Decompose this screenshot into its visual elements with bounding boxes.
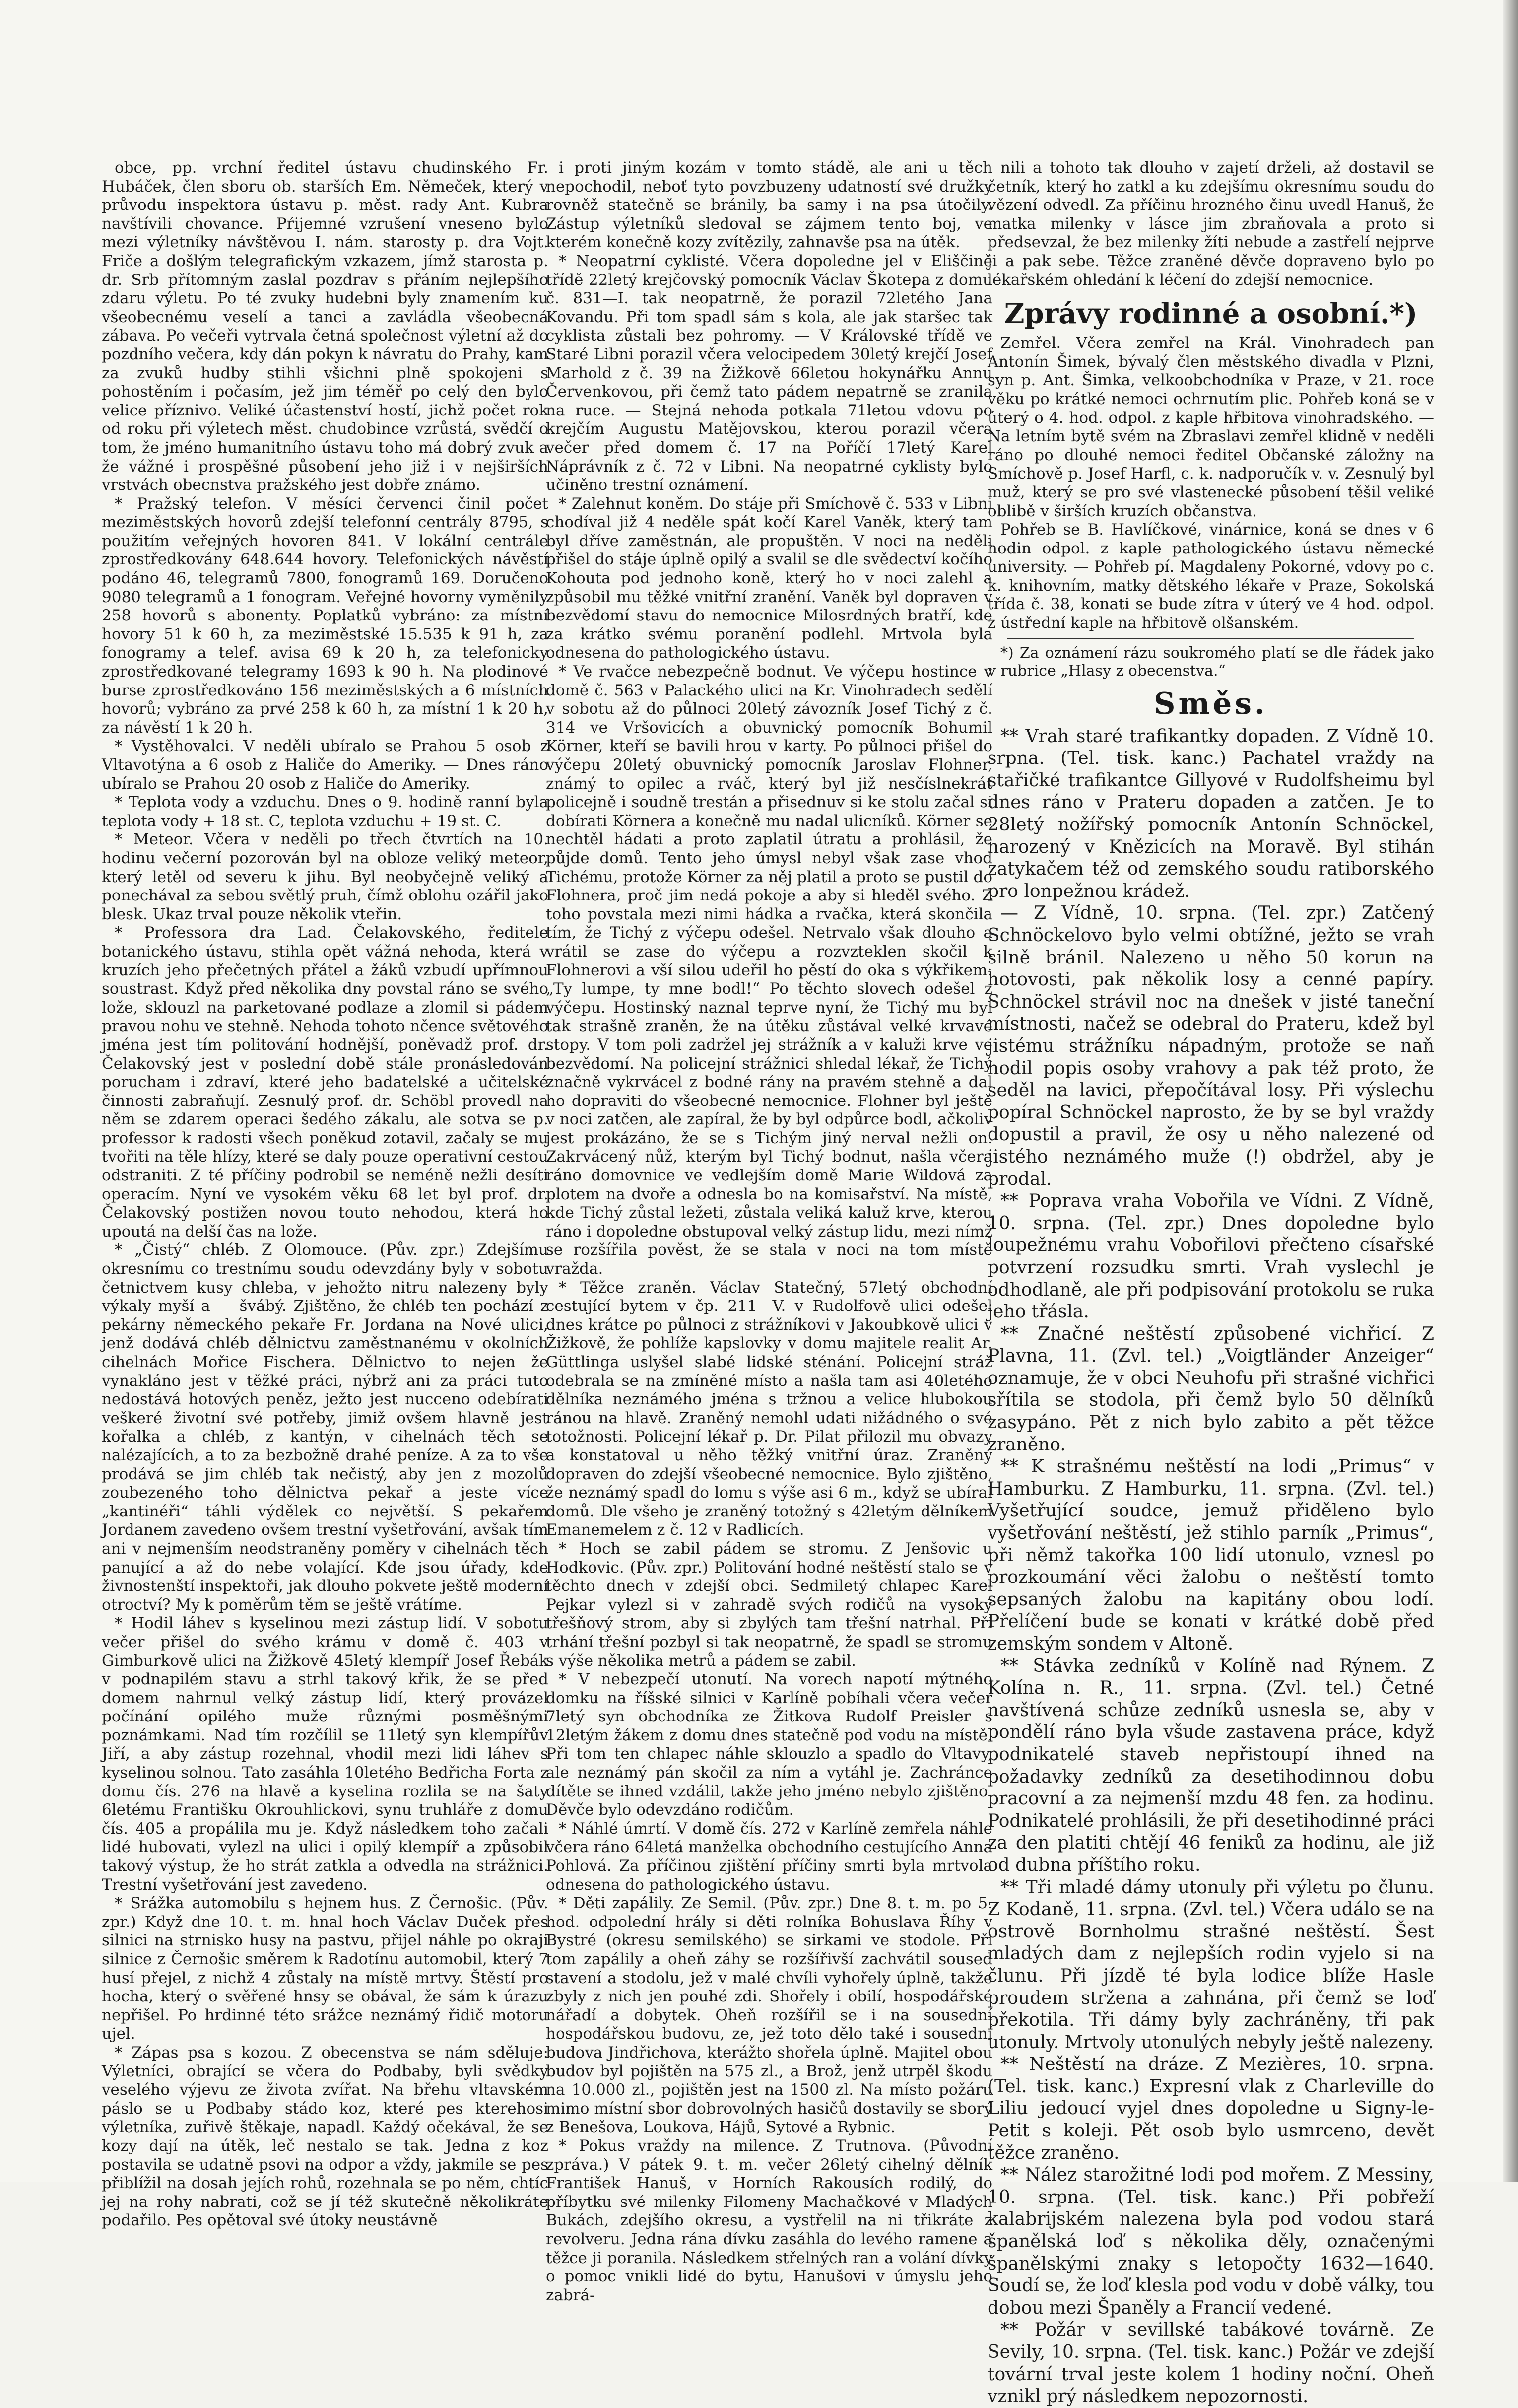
article-paragraph: i proti jiným kozám v tomto stádě, ale ani u těch nepochodil, neboť tyto povzbuzeny udatností své družky rovněž statečně se bránily, ba samy i na psa útočily. Zástup výletníků sledoval se zájmem tento boj, ve kterém konečně kozy zvítězily, zahnavše psa na útěk. xyxy=(546,159,992,252)
column-3-top xyxy=(988,159,1434,289)
article-paragraph: ** Požár v sevillské tabákové továrně. Ze Sevily, 10. srpna. (Tel. tisk. kanc.) Požár ve zdejší tovární trval jeste kolem 1 hodiny noční. Oheň vznikl prý následkem nepozornosti. xyxy=(988,2320,1434,2407)
article-paragraph: * Hoch se zabil pádem se stromu. Z Jenšovic u Hodkovic. (Pův. zpr.) Politování hodné neštěstí stalo se v těchto dnech v zdejší obci. Sedmiletý chlapec Karel Pejkar vylezl si v zahradě svých rodičů na vysoký třešňový strom, aby si zbylých tam třešní natrhal. Při trhání třešní pozbyl si tak neopatrně, že spadl se stromu s výše několika metrů a pádem se zabil. xyxy=(546,1539,992,1670)
article-paragraph: * Těžce zraněn. Václav Statečný, 57letý obchodní cestující bytem v čp. 211—V. v Rudolfově ulici odešel dnes krátce po půlnoci z strážníkovi v Jakoubkově ulici v Žižkově, že pohlíže kapslovky v domu majitele realit Ar. Güttlinga uslyšel slabé lidské sténání. Policejní stráž odebrala se na zmíněné místo a našla tam asi 40letého dělníka neznámého jména s tržnou a velice hlubokou ránou na hlavě. Zraněný nemohl udati nižádného o své totožnosti. Policejní lékař p. Dr. Pilat přilozil mu obvazy a konstatoval u něho těžký vnitřní úraz. Zraněný dopraven do zdejší všeobecné nemocnice. Bylo zjištěno, že neznámý spadl do lomu s výše asi 6 m., když se ubíral domů. Dle všeho je zraněný totožný s 42letým dělníkem Emanemelem z č. 12 v Radlicích. xyxy=(546,1278,992,1539)
section-heading-smes: Směs. xyxy=(1154,686,1268,721)
page-edge-shadow xyxy=(1503,0,1518,2182)
article-paragraph: ** Stávka zedníků v Kolíně nad Rýnem. Z Kolína n. R., 11. srpna. (Zvl. tel.) Četné navštívená schůze zedníků usnesla se, aby v pondělí ráno byla všude zastavena práce, když podnikatelé staveb nepřistoupí ihned na požadavky zedníků za desetihodinnou dobu pracovní a za nejmenší mzdu 48 fen. za hodinu. Podnikatelé prohlásili, že při desetihodinné práci za den platiti chtějí 46 feniků za hodinu, ale již od dubna příštího roku. xyxy=(988,1655,1434,1875)
column-3-family-news xyxy=(988,334,1434,633)
article-paragraph: Zemřel. Včera zemřel na Král. Vinohradech pan Antonín Šimek, bývalý člen městského divadla v Plzni, syn p. Ant. Šimka, velkoobchodníka v Praze, v 21. roce věku po krátké nemoci ochrnutím plic. Pohřeb koná se v úterý o 4. hod. odpol. z kaple hřbitova vinohradského. — Na letním bytě svém na Zbraslavi zemřel klidně v neděli ráno po dlouhé nemoci ředitel Občanské záložny na Smíchově p. Josef Harfl, c. k. nadporučík v. v. Zesnulý byl muž, který se pro své vlastenecké působení těšil veliké oblibě v širších kruzích občanstva. xyxy=(988,334,1434,520)
footnote-rule xyxy=(1007,638,1414,639)
article-paragraph: * Teplota vody a vzduchu. Dnes o 9. hodině ranní byla teplota vody + 18 st. C, teplota vzduchu + 19 st. C. xyxy=(102,793,548,830)
article-paragraph: * Professora dra Lad. Čelakovského, ředitele botanického ústavu, stihla opět vážná nehoda, která v kruzích jeho přečetných přátel a žáků vzbudí upřímnou soustrast. Když před několika dny povstal ráno se svého lože, sklouzl na parketované podlaze a zlomil si pádem pravou nohu ve stehně. Nehoda tohoto nčence světového jména jest tím politování hodnější, poněvadž prof. dr. Čelakovský jest v poslední době stále pronásledován porucham i zdraví, které jeho badatelské a učitelské činnosti zabraňují. Zesnulý prof. dr. Schöbl provedl na něm se zdarem operaci šedého zákalu, ale sotva se p. professor k radosti všech poněkud zotavil, začaly se mu tvořiti na těle hlízy, které se daly pouze operativní cestou odstraniti. Z té příčiny podrobil se neméně nežli desíti operacím. Nyní ve vysokém věku 68 let byl prof. dr. Čelakovský postižen novou touto nehodou, která ho upoutá na delší čas na lože. xyxy=(102,924,548,1240)
article-paragraph: * Děti zapálily. Ze Semil. (Pův. zpr.) Dne 8. t. m. po 5. hod. odpolední hrály si děti rolníka Bohuslava Říhy v Bystré (okresu semilského) se sirkami ve stodole. Při tom zapálily a oheň záhy se rozšířivší zachvátil soused stavení a stodolu, jež v malé chvíli vyhořely úplně, takže zbyly z nich jen pouhé zdi. Shořely i obilí, hospodářské nářadí a dobytek. Oheň rozšířil se i na sousední hospodářskou budovu, ze, jež toto dělo také i sousední budova Jindřichova, kterážto shořela úplně. Majitel obou budov byl pojištěn na 575 zl., a Brož, jenž utrpěl škodu na 10.000 zl., pojištěn jest na 1500 zl. Na místo požáru mimo místní sbor dobrovolných hasičů dostavily se sborý z Benešova, Loukova, Hájů, Sytové a Rybnic. xyxy=(546,1894,992,2136)
article-paragraph: ** K strašnému neštěstí na lodi „Primus“ v Hamburku. Z Hamburku, 11. srpna. (Zvl. tel.) Vyšetřující soudce, jemuž přiděleno bylo vyšetřování neštěstí, jež stihlo parník „Primus“, při němž takořka 100 lidí utonulo, vznesl po prozkoumání věci žalobu o neštěstí tomto sepsaných žalobu na kapitány obou lodí. Přelíčení bude se konati v krátké době před zemským sondem v Altoně. xyxy=(988,1456,1434,1654)
footnote: *) Za oznámení rázu soukromého platí se dle řádek jako v rubrice „Hlasy z obecenstva.“ xyxy=(988,644,1434,680)
section-heading-family-news: Zprávy rodinné a osobní.*) xyxy=(1004,297,1418,331)
article-paragraph: nili a tohoto tak dlouho v zajetí drželi, až dostavil se četník, který ho zatkl a ku zdejšímu okresnímu soudu do vězení odvedl. Za příčinu hrozného činu uvedl Hanuš, že matka milenky v lásce jim zbraňovala a proto si předsevzal, že bez milenky žíti nebude a zastřelí nejprve ji a pak sebe. Těžce zraněné děvče dopraveno bylo po lékařském ohledání k léčení do zdejší nemocnice. xyxy=(988,159,1434,289)
column-3-smes xyxy=(988,726,1434,2408)
article-paragraph: * Hodil láhev s kyselinou mezi zástup lidí. V sobotu večer přišel do svého krámu v domě č. 403 v Gimburkově ulici na Žižkově 45letý klempíř Josef Řebák v podnapilém stavu a strhl takový křik, že se před domem nahrnul velký zástup lidí, který provázel počínání opilého muže různými posměšnými poznámkami. Nad tím rozčílil se 11letý syn klempířův Jiří, a aby zástup rozehnal, vhodil mezi lidi láhev s kyselinou solnou. Tato zasáhla 10letého Bedřicha Forta z domu čís. 276 na hlavě a kyselina rozlila se na šaty 6letému Františku Okrouhlickovi, synu truhláře z domu čís. 405 a propálila mu je. Když následkem toho začali lidé hubovati, vylezl na ulici i opilý klempíř a způsobil takový výstup, že ho strát zatkla a odvedla na strážnici. Trestní vyšetřování jest zavedeno. xyxy=(102,1614,548,1894)
column-3 xyxy=(988,159,1434,2408)
article-paragraph: obce, pp. vrchní ředitel ústavu chudinského Fr. Hubáček, člen sboru ob. starších Em. Němeček, který v průvodu inspektora ústavu p. měst. rady Ant. Kubra navštívili chovance. Pŕijemné vzrušení vneseno bylo mezi výletníky návštěvou I. nám. starosty p. dra Vojt. Friče a došlým telegrafickým vzkazem, jímž starosta p. dr. Srb přítomným zaslal pozdrav s přáním nejlepšího zdaru výletu. Po té zvuky hudebni byly znamením ku všeobecnému veselí a tanci a zavládla všeobecná zábava. Po večeři vytrvala četná společnost výletní až do pozdního večera, kdy dán pokyn k návratu do Prahy, kam za zvuků hudby stihli všichni plně spokojeni s pohostěním i počasím, jež jim téměř po celý den bylo velice příznivo. Veliké účastenství hostí, jichž počet rok od roku při výletech měst. chudobince vzrůstá, svědčí o tom, že jméno humanitního ústavu toho má dobrý zvuk a že vážné i prospěšné působení jeho již i v nejširších vrstvách obecnstva pražského jest dobře známo. xyxy=(102,159,548,494)
article-paragraph: ** Nález starožitné lodi pod mořem. Z Messiny, 10. srpna. (Tel. tisk. kanc.) Při pobřeží kalabrijském nalezena byla pod vodou stará španělská loď s několika děly, označenými španělskými znaky s letopočty 1632—1640. Soudí se, že loď klesla pod vodu v době války, tou dobou mezi Španěly a Francií vedené. xyxy=(988,2165,1434,2318)
article-paragraph: — Z Vídně, 10. srpna. (Tel. zpr.) Zatčený Schnöckelovo bylo velmi obtížné, ježto se vrah silně bránil. Nalezeno u něho 50 korun na hotovosti, pak několik losy a cenné papíry. Schnöckel strávil noc na dnešek v jisté taneční místnosti, načež se odebral do Prateru, kdež byl jistému strážníku nápadným, protože se naň hodil popis osoby vrahovy a pak též proto, že seděl na lavici, přepočítával losy. Při výslechu popíral Schnöckel naprosto, že by se byl vraždy dopustil a pravil, že osy u něho nalezené od jistého neznámého muže (!) obdržel, aby je prodal. xyxy=(988,903,1434,1189)
article-paragraph: ** Vrah staré trafikantky dopaden. Z Vídně 10. srpna. (Tel. tisk. kanc.) Pachatel vraždy na stařičké trafikantce Gillyové v Rudolfsheimu byl dnes ráno v Prateru dopaden a zatčen. Je to 28letý nožířský pomocník Antonín Schnöckel, narozený v Knězicích na Moravě. Byl stihán zatykačem též od zemského soudu ratiborského pro lonpežnou krádež. xyxy=(988,726,1434,901)
article-paragraph: Pohřeb se B. Havlíčkové, vinárnice, koná se dnes v 6 hodin odpol. z kaple pathologického ústavu německé university. — Pohřeb pí. Magdaleny Pokorné, vdovy po c. k. knihovním, matky dětského lékaře v Praze, Sokolská třída č. 38, konati se bude zítra v úterý ve 4 hod. odpol. z ústřední kaple na hřbitově olšanském. xyxy=(988,521,1434,632)
article-paragraph: * Srážka automobilu s hejnem hus. Z Černošic. (Pův. zpr.) Když dne 10. t. m. hnal hoch Václav Duček přes silnici na strnisko husy na pastvu, přijel náhle po okraji silnice z Černošic směrem k Radotínu automobil, který 7 husí přejel, z nichž 4 zůstaly na místě mrtvy. Štěstí pro hocha, který o svěřené hnsy se obával, že sám k úrazu nepřišel. Po hrdinné této srážce neznámý řidič motoru ujel. xyxy=(102,1894,548,2043)
article-paragraph: * Zalehnut koněm. Do stáje při Smíchově č. 533 v Libni chodíval již 4 neděle spát kočí Karel Vaněk, který tam byl dříve zaměstnán, ale propuštěn. V noci na neděli přišel do stáje úplně opilý a svalil se dle svědectví kočího Kohouta pod jednoho koně, který ho v noci zalehl a způsobil mu těžké vnitřní zranění. Vaněk byl dopraven v bezvědomí stavu do nemocnice Milosrdných bratří, kde za krátko svému poranění podlehl. Mrtvola byla odnesena do pathologického ústavu. xyxy=(546,494,992,662)
article-paragraph: ** Značné neštěstí způsobené vichřicí. Z Plavna, 11. (Zvl. tel.) „Voigtländer Anzeiger“ oznamuje, že v obci Neuhofu při strašné vichřici sřítila se stodola, při čemž bylo 50 dělníků zasypáno. Pět z nich bylo zabito a pět těžce zraněno. xyxy=(988,1323,1434,1455)
article-paragraph: * Náhlé úmrtí. V domě čís. 272 v Karlíně zemřela náhle včera ráno 64letá manželka obchodního cestujícího Anna Pohlová. Za příčinou zjištění příčiny smrti byla mrtvola odnesena do pathologického ústavu. xyxy=(546,1819,992,1894)
article-paragraph: * Vystěhovalci. V neděli ubíralo se Prahou 5 osob z Vltavotýna a 6 osob z Haliče do Ameriky. — Dnes ráno ubíralo se Prahou 20 osob z Haliče do Ameriky. xyxy=(102,737,548,793)
article-paragraph: * Pokus vraždy na milence. Z Trutnova. (Původní zpráva.) V pátek 9. t. m. večer 26letý cihelný dělník František Hanuš, v Horních Rakousích rodilý, do příbytku své milenky Filomeny Machačkové v Mladých Bukách, zdejšího okresu, a vystřelil na ni třikráte z revolveru. Jedna rána dívku zasáhla do levého ramene a těžce ji poranila. Následkem střelných ran a volání dívky o pomoc vnikli lidé do bytu, Hanušovi v úmyslu jeho zabrá- xyxy=(546,2136,992,2304)
article-paragraph: ** Poprava vraha Vobořila ve Vídni. Z Vídně, 10. srpna. (Tel. zpr.) Dnes dopoledne bylo loupežnému vrahu Vobořilovi přečteno císařské potvrzení rozsudku smrti. Vrah vyslechl je odhodlaně, ale při podpisování protokolu se ruka jeho třásla. xyxy=(988,1191,1434,1322)
article-paragraph: * Pražský telefon. V měsíci červenci činil počet meziměstských hovorů zdejší telefonní centrály 8795, s použitím veřejných hovoren 841. V lokální centrále zprostředkovány 648.644 hovory. Telefonických návěstí podáno 46, telegramů 7800, fonogramů 169. Doručeno 9080 telegramů a 1 fonogram. Veřejné hovorny vyměnily 258 hovorů s abonenty. Poplatků vybráno: za místní hovory 51 k 60 h, za meziměstské 15.535 k 91 h, za fonogramy a telef. avisa 69 k 20 h, za telefonicky zprostředkované telegramy 1693 k 90 h. Na plodinové burse zprostředkováno 156 meziměstských a 6 místních hovorů; vybráno za prvé 258 k 60 h, za místní 1 k 20 h, za návěstí 1 k 20 h. xyxy=(102,494,548,737)
article-paragraph: * Zápas psa s kozou. Z obecenstva se nám sděluje: Výletníci, obrající se včera do Podbaby, byli svědky veselého výjevu ze života zvířat. Na břehu vltavském páslo se u Podbaby stádo koz, které pes kterehosi výletníka, zuřivě štěkaje, napadl. Každý očekával, že se kozy dají na útěk, leč nestalo se tak. Jedna z koz postavila se udatně psovi na odpor a vždy, jakmile se pes přiblížil na dosah jejích rohů, rozehnala se po něm, chtíc jej na rohy nabrati, což se jí též skutečně několikráte podařilo. Pes opětoval své útoky neustávně xyxy=(102,2043,548,2230)
article-paragraph: ** Neštěstí na dráze. Z Mezières, 10. srpna. (Tel. tisk. kanc.) Expresní vlak z Charleville do Liliu jedoucí vyjel dnes dopoledne u Signy-le-Petit s koleji. Pět osob bylo usmrceno, devět těžce zraněno. xyxy=(988,2054,1434,2163)
article-paragraph: * „Čistý“ chléb. Z Olomouce. (Pův. zpr.) Zdejšímu okresnímu co trestnímu soudu odevzdány byly v sobotu četnictvem kusy chleba, v jehožto nitru nalezeny byly výkaly myší a — švábý. Zjištěno, že chléb ten pochází z pekárny německého pekaře Fr. Jordana na Nové ulici, jenž dodává chléb dělnictvu zaměstnanému v okolních cihelnách Mořice Fischera. Dělnictvo to nejen že vynakláno jest v těžké práci, nýbrž ani za práci tuto nedostává hotových peněz, ježto jest nucceno odebírati veškeré životní své potřeby, jimiž ovšem hlavně jest kořalka a chléb, z kantýn, v cihelnách těch se nalézajících, a to za bezbožně drahé peníze. A za to vše prodává se jim chléb tak nečistý, aby jen z mozolů zoubezeného toho dělnictva pekař a jeste více „kantinéři“ táhli výdělek co největší. S pekařem Jordanem zavedeno ovšem trestní vyšetřování, avšak tím ani v nejmenším neodstraněny poměry v cihelnách těch panující a až do nebe volající. Kde jsou úřady, kde živnostenští inspektoři, jak dlouho pokvete ještě moderní otroctví? My k poměrům těm se ještě vrátíme. xyxy=(102,1241,548,1614)
column-1 xyxy=(102,159,548,2230)
article-paragraph: * Ve rvačce nebezpečně bodnut. Ve výčepu hostince v domě č. 563 v Palackého ulici na Kr. Vinohradech sedělí v sobotu až do půlnoci 20letý závozník Josef Tichý z č. 314 ve Vršovicích a obuvnický pomocník Bohumil Körner, kteří se bavili hrou v karty. Po půlnoci přišel do výčepu 20letý obuvnický pomocník Jaroslav Flohner, známý to opilec a rváč, který byl již nesčíslnekrát policejně i soudně trestán a přisednuv si ke stolu začal si dobírati Körnera a konečně mu nadal ulicníků. Körner se nechtěl hádati a proto zaplatil útratu a prohlásil, že půjde domů. Tento jeho úmysl nebyl však zase vhod Tichému, protože Körner za něj platil a proto se pustil do Flohnera, proč jim nedá pokoje a aby si hleděl svého. Z toho povstala mezi nimi hádka a rvačka, která skončila tím, že Tichý z výčepu odešel. Netrvalo však dlouho a vrátil se zase do výčepu a rozvzteklen skočil k Flohnerovi a vší silou udeřil ho pěstí do oka s výkřikem: „Ty lumpe, ty mne bodl!“ Po těchto slovech odešel z výčepu. Hostinský naznal teprve nyní, že Tichý mu byl tak strašně zraněn, že na útěku zůstával velké krvavé stopy. V tom poli zadržel jej strážník a v kaluži krve ve bezvědomí. Na policejní strážnici shledal lékař, že Tichý značně vykrvácel z bodné rány na pravém stehně a dal ho dopraviti do všeobecné nemocnice. Flohner byl ještě v noci zatčen, ale zapíral, že by byl odpůrce bodl, ačkoliv jest prokázáno, že se s Tichým jiný nerval nežli on. Zakrvácený nůž, kterým byl Tichý bodnut, našla včera ráno domovnice ve vedlejším domě Marie Wildová za plotem na dvoře a odnesla bo na komisařství. Na místě, kde Tichý zůstal ležeti, zůstala veliká kaluž krve, kterou ráno i dopoledne obstupoval velký zástup lidu, mezi nímž se rozšířila pověst, že se stala v noci na tom místě vražda. xyxy=(546,663,992,1278)
article-paragraph: * Meteor. Včera v neděli po třech čtvrtích na 10. hodinu večerní pozorován byl na obloze veliký meteor, který letěl od severu k jihu. Byl neobyčejně veliký a ponechával za sebou světlý pruh, čímž oblohu ozářil jako blesk. Ukaz trval pouze několik vteřin. xyxy=(102,830,548,923)
article-paragraph: ** Tři mladé dámy utonuly při výletu po člunu. Z Kodaně, 11. srpna. (Zvl. tel.) Včera událo se na ostrově Bornholmu strašné neštěstí. Šest mladých dam z nejlepších rodin vyjelo si na člunu. Při jízdě té byla lodice blíže Hasle proudem stržena a zahnána, při čemž se loď překotila. Tři dámy byly zachráněny, tři pak utonuly. Mrtvoly utonulých nebyly ještě nalezeny. xyxy=(988,1877,1434,2053)
article-paragraph: * Neopatrní cyklisté. Včera dopoledne jel v Eliščině třídě 22letý krejčovský pomocník Václav Škotepa z domu č. 831—I. tak neopatrně, že porazil 72letého Jana Kovandu. Při tom spadl sám s kola, ale jak staršec tak cyklista zůstali bez pohromy. — V Královské třídě ve Staré Libni porazil včera velocipedem 30letý krejčí Josef Marhold z č. 39 na Žižkově 66letou hokynářku Annu Červenkovou, při čemž tato pádem nepatrně se zranila na ruce. — Stejná nehoda potkala 71letou vdovu po krejčím Augustu Matějovskou, kterou porazil včera večer před domem č. 17 na Poříčí 17letý Karel Náprávník z č. 72 v Libni. Na neopatrné cyklisty bylo učiněno trestní oznámení. xyxy=(546,252,992,494)
column-2 xyxy=(546,159,992,2305)
article-paragraph: * V nebezpečí utonutí. Na vorech napotí mýtného domku na říšské silnici v Karlíně pobíhali včera večer 7letý syn obchodníka ze Žitkova Rudolf Preisler s 12letým žákem z domu dnes statečně pod vodu na místě. Při tom ten chlapec náhle sklouzlo a spadlo do Vltavy, ale neznámý pán skočil za ním a vytáhl je. Zachránce dítěte se ihned vzdálil, takže jeho jméno nebylo zjištěno. Děvče bylo odevzdáno rodičům. xyxy=(546,1670,992,1819)
